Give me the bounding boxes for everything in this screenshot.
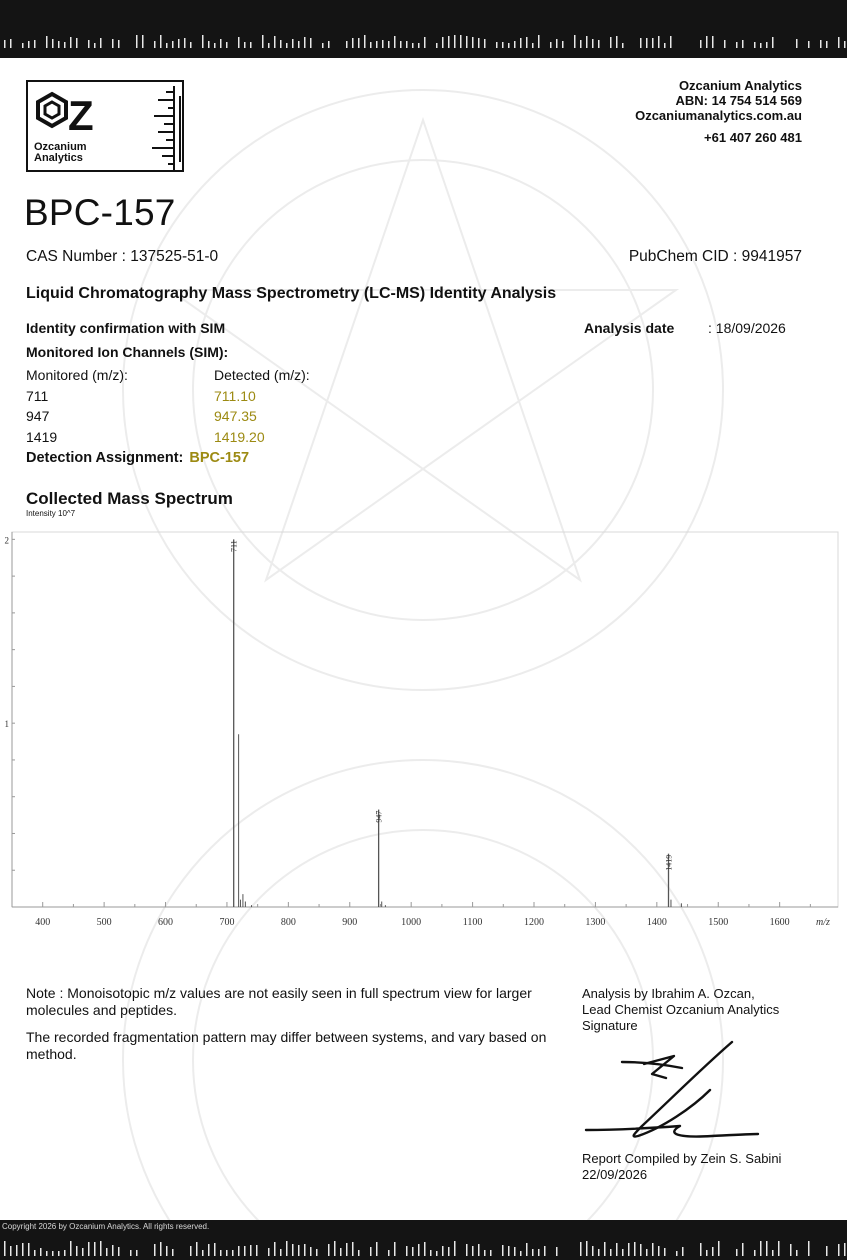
x-tick-label: 1400 [646, 917, 667, 928]
peak-label: 711 [229, 540, 239, 553]
monitored-value: 711 [26, 387, 49, 404]
pubchem-cid: PubChem CID : 9941957 [628, 248, 802, 265]
bottom-banner [0, 1220, 847, 1260]
company-abn: ABN: 14 754 514 569 [675, 93, 802, 108]
col-detected: Detected (m/z): [214, 367, 310, 383]
logo-name-line1: Ozcanium [34, 141, 87, 153]
table-row [26, 406, 346, 427]
x-tick-label: 1500 [708, 917, 729, 928]
intensity-label: Intensity 10^7 [26, 509, 76, 518]
x-tick-label: 1300 [585, 917, 606, 928]
note-monoisotopic: Note : Monoisotopic m/z values are not easily seen in full spectrum view for larger molecules and peptides. [26, 985, 532, 1018]
company-logo [26, 80, 184, 172]
logo-name-line2: Analytics [34, 152, 83, 164]
x-tick-label: 500 [96, 917, 112, 928]
plot-frame [12, 532, 838, 907]
signature-image [582, 1038, 762, 1148]
x-tick-label: 1600 [769, 917, 790, 928]
analysis-date-label: Analysis date [584, 320, 675, 336]
assignment-value: BPC-157 [189, 450, 250, 466]
notes [26, 985, 571, 1073]
company-name: Ozcanium Analytics [678, 78, 802, 93]
x-tick-label: 600 [158, 917, 174, 928]
peak-label: 947 [374, 810, 384, 823]
compound-title: BPC-157 [24, 192, 176, 233]
signature-label: Signature [582, 1018, 638, 1033]
detected-value: 1419.20 [214, 428, 265, 445]
x-tick-label: 1000 [401, 917, 422, 928]
detected-value: 947.35 [214, 408, 257, 424]
identity-label: Identity confirmation with SIM [26, 320, 226, 336]
company-website[interactable]: Ozcaniumanalytics.com.au [635, 108, 802, 123]
cas-number: CAS Number : 137525-51-0 [26, 248, 219, 265]
mass-spectrum-chart [0, 522, 847, 932]
analysis-by: Analysis by Ibrahim A. Ozcan, [582, 986, 755, 1001]
monitored-value: 1419 [26, 428, 58, 445]
analysis-date-value: : 18/09/2026 [708, 320, 786, 336]
detected-value: 711.10 [214, 387, 256, 404]
compiled-block [582, 1151, 822, 1183]
col-monitored: Monitored (m/z): [26, 367, 128, 383]
logo-letter: Z [68, 92, 94, 139]
analysis-heading: Liquid Chromatography Mass Spectrometry (LC-MS) Identity Analysis [26, 285, 557, 302]
table-row [26, 386, 346, 407]
barcode-decoration [0, 34, 847, 48]
compiled-date: 22/09/2026 [582, 1167, 648, 1182]
company-info [635, 78, 802, 145]
y-tick-label: 2 [4, 535, 9, 546]
x-tick-label: 800 [280, 917, 296, 928]
ion-table-header [26, 365, 346, 386]
compiled-by: Report Compiled by Zein S. Sabini [582, 1151, 782, 1166]
table-row [26, 427, 346, 448]
ion-channels-heading: Monitored Ion Channels (SIM): [26, 344, 229, 360]
spectrum-title: Collected Mass Spectrum [26, 489, 233, 508]
x-tick-label: 700 [219, 917, 235, 928]
logo-name [34, 142, 114, 164]
company-phone[interactable]: +61 407 260 481 [704, 130, 802, 145]
barcode-decoration-bottom [0, 1240, 847, 1256]
monitored-value: 947 [26, 408, 50, 424]
analyst-block [582, 986, 822, 1034]
x-axis-label: m/z [816, 917, 830, 928]
assignment-label: Detection Assignment: [26, 450, 184, 466]
detection-assignment [26, 450, 249, 466]
analyst-role: Lead Chemist Ozcanium Analytics [582, 1002, 780, 1017]
note-fragmentation: The recorded fragmentation pattern may differ between systems, and vary based on method. [26, 1029, 547, 1062]
top-banner [0, 0, 847, 58]
x-tick-label: 1100 [462, 917, 483, 928]
x-tick-label: 1200 [524, 917, 545, 928]
copyright-text: Copyright 2026 by Ozcanium Analytics. All rights reserved. [2, 1222, 210, 1231]
x-tick-label: 900 [342, 917, 358, 928]
peak-label: 1419 [664, 854, 674, 871]
ion-table [26, 365, 346, 447]
y-tick-label: 1 [4, 719, 9, 730]
x-tick-label: 400 [35, 917, 51, 928]
